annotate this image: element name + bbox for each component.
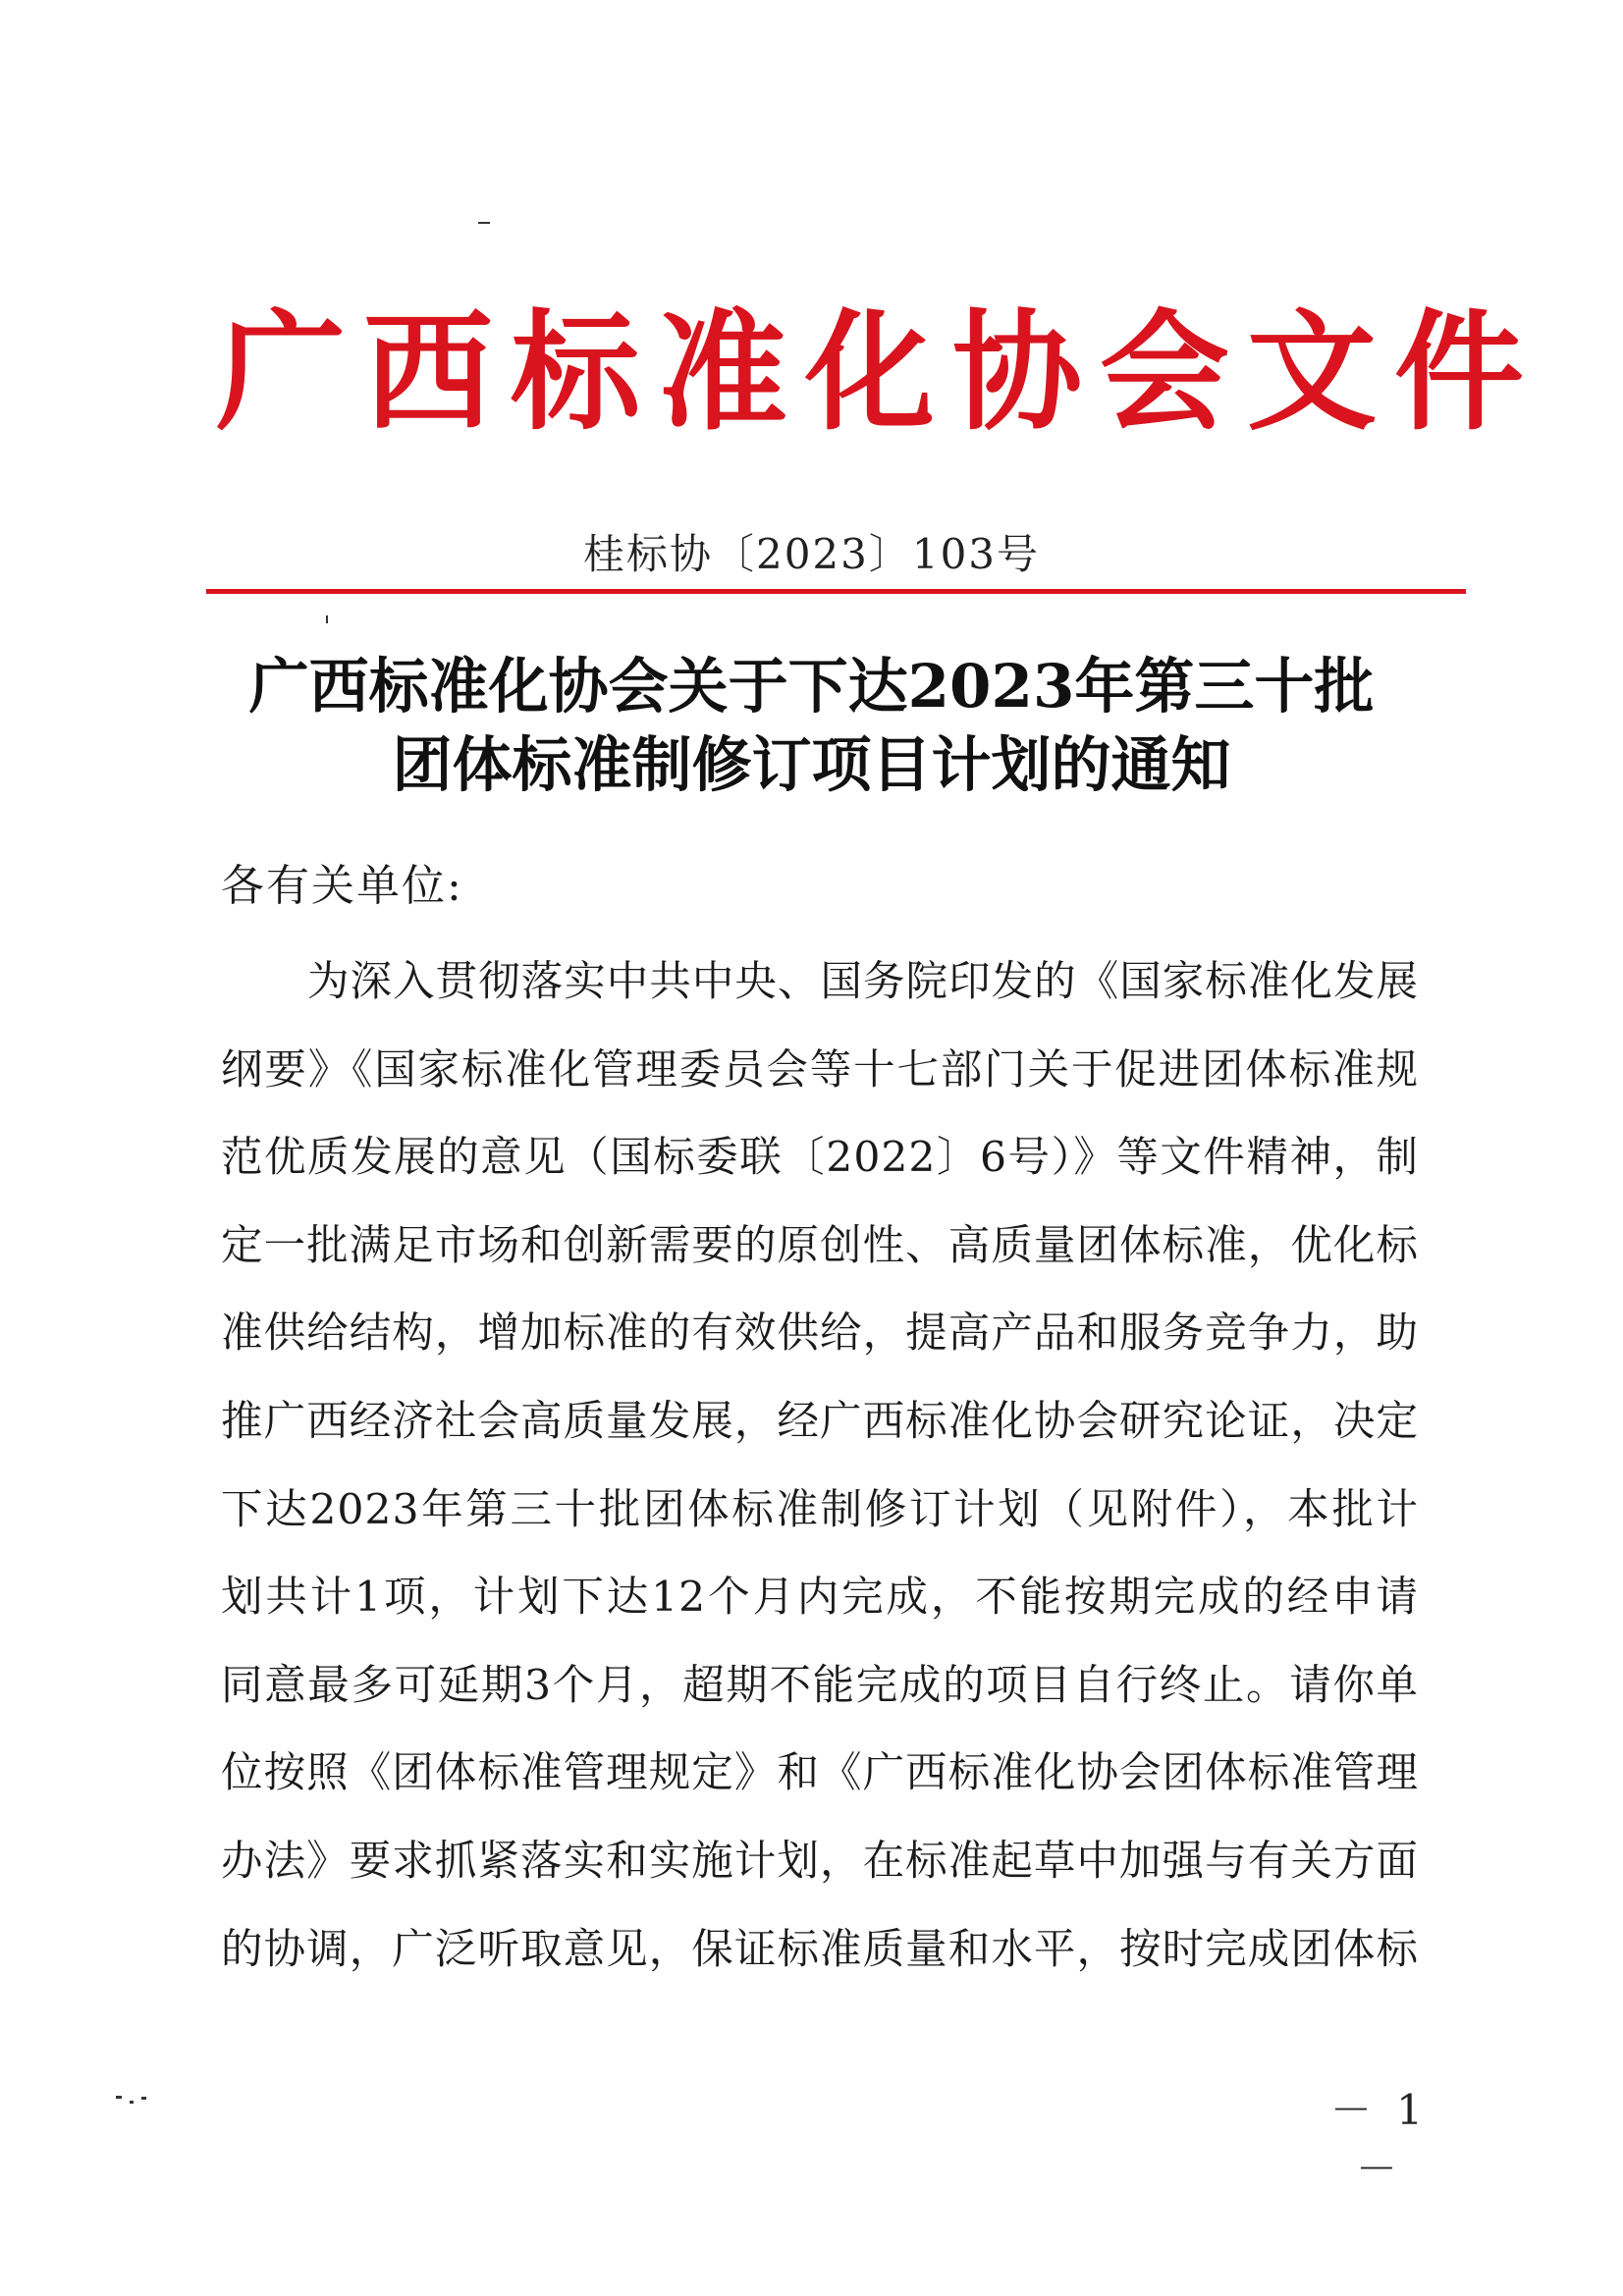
- masthead-title: 广西标准化协会文件: [216, 296, 1542, 449]
- scan-speck: [130, 2101, 134, 2104]
- body-line: 划共计1项，计划下达12个月内完成，不能按期完成的经申请: [221, 1574, 1419, 1623]
- body-line: 纲要》《国家标准化管理委员会等十七部门关于促进团体标准规: [221, 1045, 1419, 1095]
- body-line: 定一批满足市场和创新需要的原创性、高质量团体标准，优化标: [221, 1221, 1419, 1270]
- notice-title-line-1: 广西标准化协会关于下达2023年第三十批: [248, 652, 1375, 721]
- scan-speck: [116, 2096, 122, 2099]
- page-number: － 1 －: [1329, 2086, 1430, 2193]
- body-paragraph: [221, 938, 1419, 1994]
- red-divider-line: [206, 589, 1466, 594]
- body-line: 办法》要求抓紧落实和实施计划，在标准起草中加强与有关方面: [221, 1837, 1419, 1886]
- body-line: 推广西经济社会高质量发展，经广西标准化协会研究论证，决定: [221, 1397, 1419, 1446]
- body-line: 准供给结构，增加标准的有效供给，提高产品和服务竞争力，助: [221, 1309, 1419, 1359]
- scan-speck: [326, 615, 328, 623]
- scan-speck: [478, 222, 490, 224]
- body-line: 下达2023年第三十批团体标准制修订计划（见附件），本批计: [221, 1485, 1419, 1534]
- body-line: 位按照《团体标准管理规定》和《广西标准化协会团体标准管理: [221, 1749, 1419, 1798]
- body-line: 范优质发展的意见（国标委联〔2022〕6号）》等文件精神，制: [221, 1134, 1419, 1183]
- notice-title-line-2: 团体标准制修订项目计划的通知: [392, 730, 1231, 800]
- body-line: 为深入贯彻落实中共中央、国务院印发的《国家标准化发展: [307, 958, 1419, 1006]
- body-line: 同意最多可延期3个月，超期不能完成的项目自行终止。请你单: [221, 1661, 1419, 1710]
- salutation: 各有关单位:: [221, 861, 463, 911]
- document-number: 桂标协〔2023〕103号: [582, 530, 1041, 578]
- body-line: 的协调，广泛听取意见，保证标准质量和水平，按时完成团体标: [221, 1925, 1419, 1974]
- scan-speck: [141, 2097, 146, 2100]
